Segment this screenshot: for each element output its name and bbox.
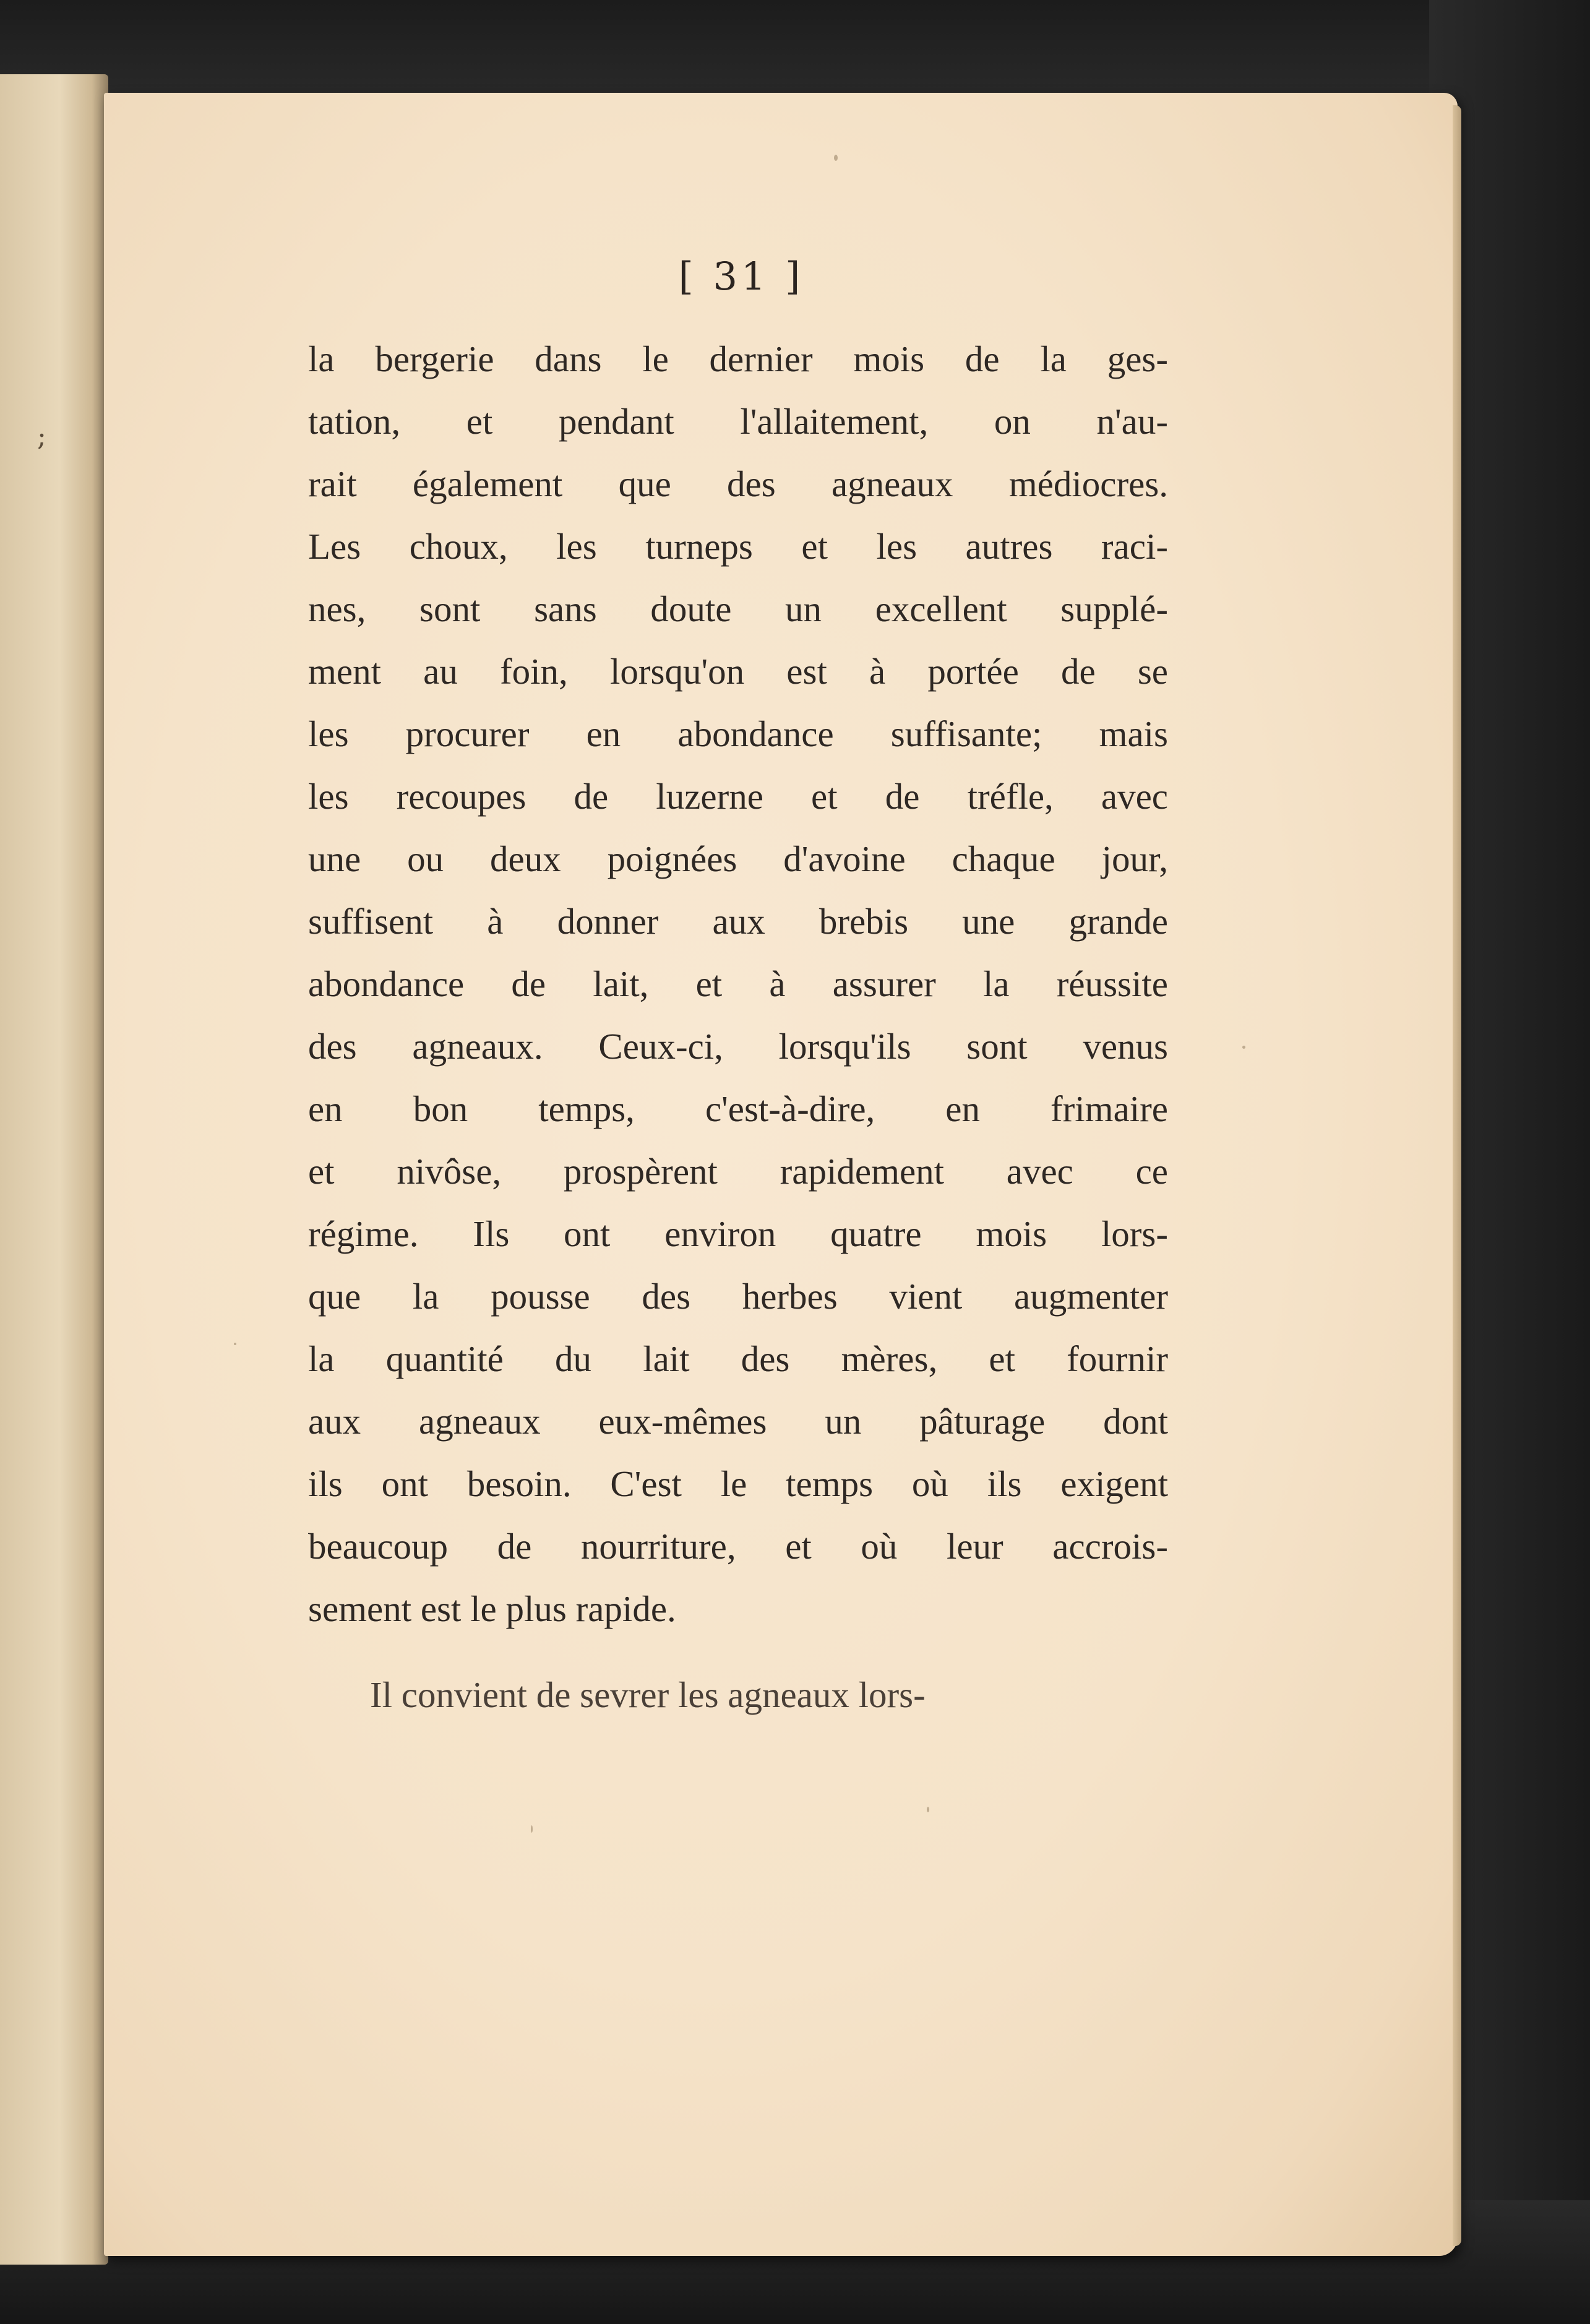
paper-speck — [927, 1807, 929, 1812]
text-line: ils ont besoin. C'est le temps où ils exigent — [308, 1463, 1168, 1504]
text-line: les procurer en abondance suffisante; mais — [308, 713, 1168, 754]
text-line: aux agneaux eux-mêmes un pâturage dont — [308, 1401, 1168, 1442]
text-line: et nivôse, prospèrent rapidement avec ce — [308, 1151, 1168, 1192]
book-page — [104, 93, 1458, 2256]
text-line: les recoupes de luzerne et de tréfle, avec — [308, 776, 1168, 817]
text-line: rait également que des agneaux médiocres. — [308, 463, 1168, 504]
paragraph-2 — [308, 1664, 1168, 1726]
text-line: suffisent à donner aux brebis une grande — [308, 901, 1168, 942]
text-line: ment au foin, lorsqu'on est à portée de se — [308, 651, 1168, 692]
text-line: Les choux, les turneps et les autres raci- — [308, 526, 1168, 567]
text-line: beaucoup de nourriture, et où leur accrois- — [308, 1526, 1168, 1567]
page-number: [ 31 ] — [678, 254, 804, 299]
left-page-mark: ; — [37, 421, 46, 452]
paragraph-1 — [308, 328, 1168, 1640]
text-line: sement est le plus rapide. — [308, 1588, 676, 1629]
text-line: abondance de lait, et à assurer la réussite — [308, 963, 1168, 1004]
text-line: des agneaux. Ceux-ci, lorsqu'ils sont venus — [308, 1026, 1168, 1067]
body-text — [308, 328, 1168, 1726]
text-line: la bergerie dans le dernier mois de la ges- — [308, 338, 1168, 379]
text-line: tation, et pendant l'allaitement, on n'au- — [308, 401, 1168, 442]
page-content — [104, 93, 1458, 2256]
text-line: régime. Ils ont environ quatre mois lors- — [308, 1213, 1168, 1254]
text-line: une ou deux poignées d'avoine chaque jour, — [308, 838, 1168, 879]
paper-speck — [234, 1343, 236, 1345]
text-line: Il convient de sevrer les agneaux lors- — [370, 1674, 926, 1715]
text-line: nes, sont sans doute un excellent supplé- — [308, 588, 1168, 629]
text-line: la quantité du lait des mères, et fournir — [308, 1338, 1168, 1379]
paper-speck — [531, 1825, 533, 1833]
paper-speck — [834, 155, 838, 161]
text-line: que la pousse des herbes vient augmenter — [308, 1276, 1168, 1317]
text-line: en bon temps, c'est-à-dire, en frimaire — [308, 1088, 1168, 1129]
paper-speck — [1242, 1046, 1245, 1049]
left-facing-page — [0, 74, 108, 2265]
